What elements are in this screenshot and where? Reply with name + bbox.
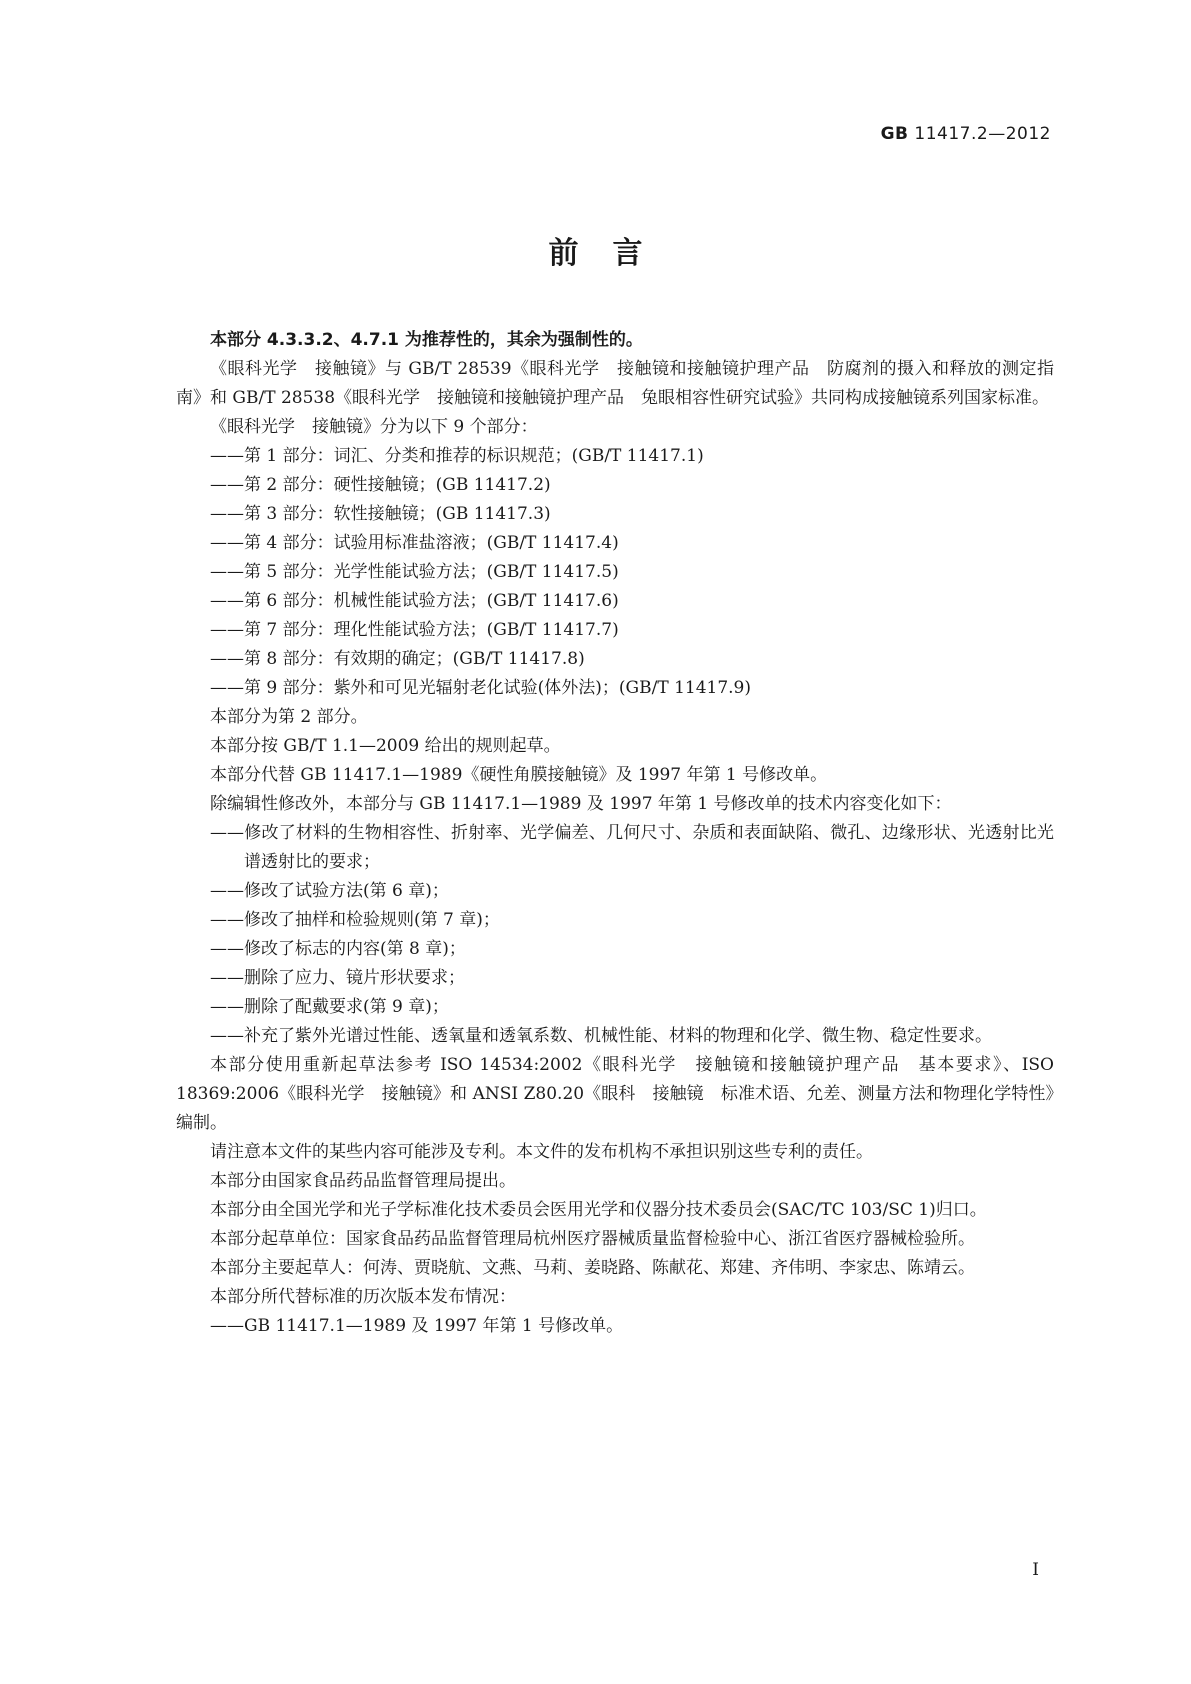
list-item: ——修改了材料的生物相容性、折射率、光学偏差、几何尺寸、杂质和表面缺陷、微孔、边缘形状、光透射比光谱透射比的要求； [210, 823, 1054, 872]
document-code-number: 11417.2—2012 [914, 124, 1051, 144]
drafting-org-paragraph: 本部分起草单位：国家食品药品监督管理局杭州医疗器械质量监督检验中心、浙江省医疗器械检验所。 [210, 1229, 975, 1249]
document-code-prefix: GB [880, 124, 909, 144]
drafters-paragraph: 本部分主要起草人：何涛、贾晓航、文燕、马莉、姜晓路、陈献花、郑建、齐伟明、李家忠、陈靖云。 [210, 1258, 975, 1278]
page-number: I [1032, 1560, 1039, 1580]
list-item: ——第 7 部分：理化性能试验方法；(GB/T 11417.7) [210, 620, 619, 640]
committee-paragraph: 本部分由全国光学和光子学标准化技术委员会医用光学和仪器分技术委员会(SAC/TC 103/SC 1)归口。 [210, 1200, 987, 1220]
list-item: ——补充了紫外光谱过性能、透氧量和透氧系数、机械性能、材料的物理和化学、微生物、稳定性要求。 [210, 1026, 992, 1046]
changes-intro: 除编辑性修改外，本部分与 GB 11417.1—1989 及 1997 年第 1 号修改单的技术内容变化如下： [210, 794, 952, 814]
list-item: ——修改了抽样和检验规则(第 7 章)； [210, 910, 500, 930]
proposed-paragraph: 本部分由国家食品药品监督管理局提出。 [210, 1171, 516, 1191]
list-item: ——第 6 部分：机械性能试验方法；(GB/T 11417.6) [210, 591, 619, 611]
list-item: ——第 2 部分：硬性接触镜；(GB 11417.2) [210, 475, 551, 495]
list-item: ——第 5 部分：光学性能试验方法；(GB/T 11417.5) [210, 562, 619, 582]
page-title: 前言 [548, 236, 677, 271]
list-item: ——删除了应力、镜片形状要求； [210, 968, 465, 988]
list-item: ——修改了标志的内容(第 8 章)； [210, 939, 466, 959]
part2-paragraph: 本部分为第 2 部分。 [210, 707, 368, 727]
list-item: ——第 3 部分：软性接触镜；(GB 11417.3) [210, 504, 551, 524]
parts-intro: 《眼科光学 接触镜》分为以下 9 个部分： [210, 417, 538, 437]
list-item: ——GB 11417.1—1989 及 1997 年第 1 号修改单。 [210, 1316, 624, 1336]
rules-paragraph: 本部分按 GB/T 1.1—2009 给出的规则起草。 [210, 736, 561, 756]
series-paragraph: 《眼科光学 接触镜》与 GB/T 28539《眼科光学 接触镜和接触镜护理产品 防腐剂的摄入和释放的测定指南》和 GB/T 28538《眼科光学 接触镜和接触镜护理产品 兔眼相容性研究试验》共同构成接触镜系列国家标准。 [176, 359, 1054, 408]
list-item: ——第 4 部分：试验用标准盐溶液；(GB/T 11417.4) [210, 533, 619, 553]
history-intro: 本部分所代替标准的历次版本发布情况： [210, 1287, 516, 1307]
list-item: ——第 1 部分：词汇、分类和推荐的标识规范；(GB/T 11417.1) [210, 446, 704, 466]
list-item: ——删除了配戴要求(第 9 章)； [210, 997, 449, 1017]
reference-paragraph: 本部分使用重新起草法参考 ISO 14534:2002《眼科光学 接触镜和接触镜护理产品 基本要求》、ISO 18369:2006《眼科光学 接触镜》和 ANSI Z80.20《眼科 接触镜 标准术语、允差、测量方法和物理化学特性》编制。 [176, 1055, 1054, 1133]
patent-paragraph: 请注意本文件的某些内容可能涉及专利。本文件的发布机构不承担识别这些专利的责任。 [210, 1142, 873, 1162]
mandatory-statement: 本部分 4.3.3.2、4.7.1 为推荐性的，其余为强制性的。 [210, 330, 643, 350]
document-code [881, 124, 1051, 144]
foreword-body [176, 326, 1054, 1341]
replaces-paragraph: 本部分代替 GB 11417.1—1989《硬性角膜接触镜》及 1997 年第 1 号修改单。 [210, 765, 828, 785]
list-item: ——第 8 部分：有效期的确定；(GB/T 11417.8) [210, 649, 585, 669]
list-item: ——第 9 部分：紫外和可见光辐射老化试验(体外法)；(GB/T 11417.9) [210, 678, 751, 698]
list-item: ——修改了试验方法(第 6 章)； [210, 881, 449, 901]
